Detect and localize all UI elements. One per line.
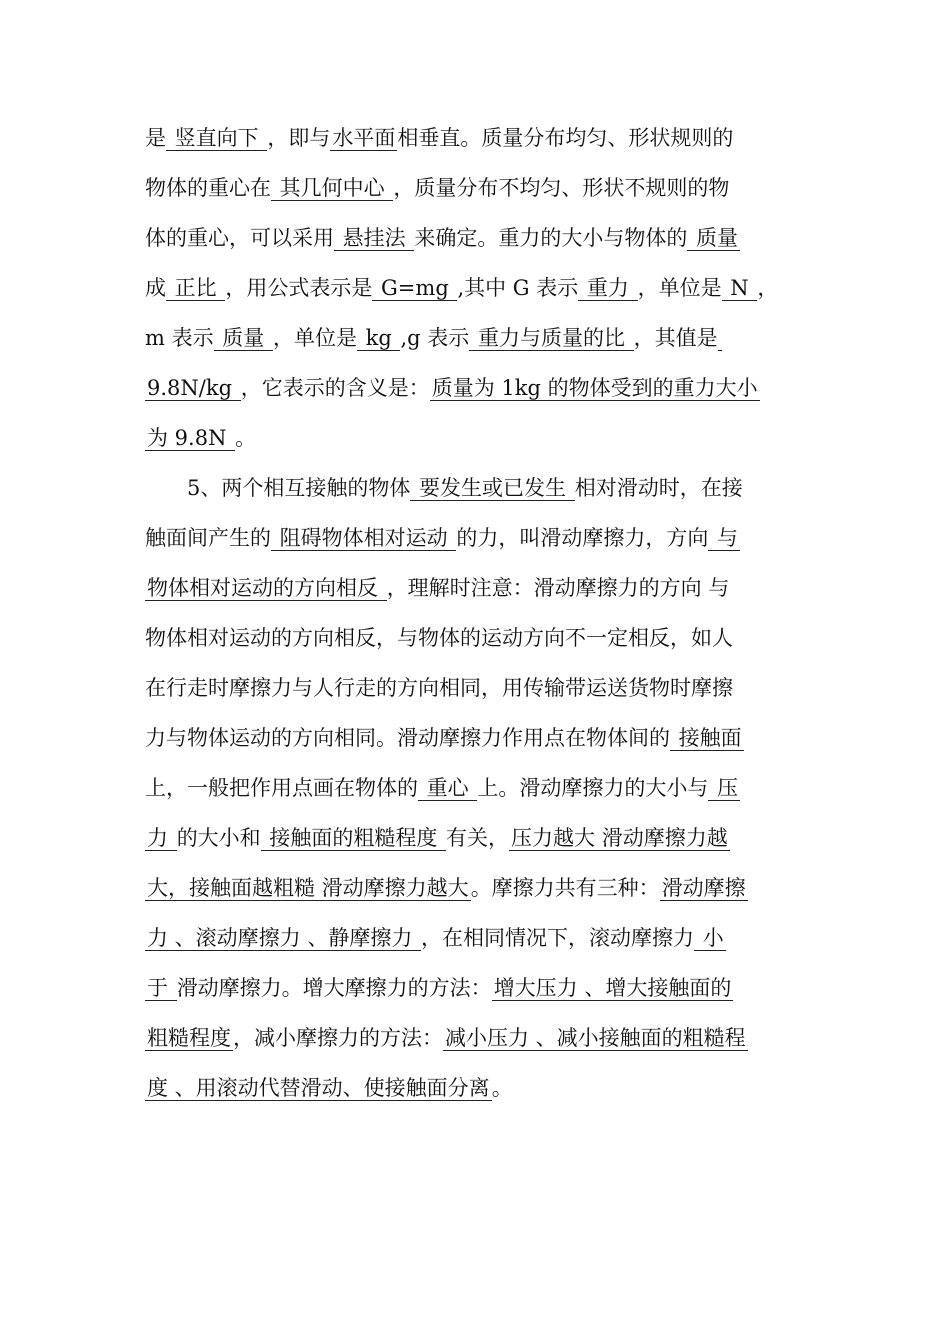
text-segment: 。 xyxy=(491,1076,513,1100)
text-segment: 物体的重心在 xyxy=(145,176,271,200)
blank-answer: 水平面 xyxy=(332,126,396,150)
blank-answer: 要发生或已发生 xyxy=(412,476,573,500)
text-segment: ，理解时注意：滑动摩擦力的方向 与 xyxy=(386,576,730,600)
text-segment: 相对滑动时，在接 xyxy=(574,476,743,500)
blank-answer: 为 9.8N xyxy=(147,426,234,450)
text-line xyxy=(145,868,748,908)
text-segment: ，其值是 xyxy=(633,326,718,350)
text-segment: 上，一般把作用点画在物体的 xyxy=(145,776,418,800)
blank-answer: 度 、用滚动代替滑动、使接触面分离 xyxy=(147,1076,490,1100)
text-segment: 是 xyxy=(145,126,166,150)
text-segment: ，单位是 xyxy=(637,276,722,300)
blank-answer: 重心 xyxy=(420,776,476,800)
blank-answer: 质量 xyxy=(215,326,271,350)
blank-answer: 压 xyxy=(710,776,739,800)
text-line xyxy=(145,1018,748,1058)
text-segment: ，在相同情况下，滚动摩擦力 xyxy=(421,926,695,950)
text-segment: ，用公式表示是 xyxy=(225,276,373,300)
blank-answer: 竖直向下 xyxy=(168,126,266,150)
blank-answer: 减小压力 、减小接触面的粗糙程 xyxy=(445,1026,746,1050)
text-segment: 5、两个相互接触的物体 xyxy=(145,476,411,500)
text-line xyxy=(145,968,733,1008)
text-line xyxy=(145,368,760,408)
text-segment: ,g 表示 xyxy=(400,326,470,350)
text-segment: ，质量分布不均匀、形状不规则的物 xyxy=(393,176,730,200)
text-segment: 来确定。重力的大小与物体的 xyxy=(414,226,688,250)
text-segment: 有关， xyxy=(446,826,510,850)
blank-answer: 小 xyxy=(696,926,724,950)
blank-answer: 9.8N/kg xyxy=(147,376,239,400)
text-segment: 成 xyxy=(145,276,166,300)
text-line xyxy=(145,268,778,308)
blank-answer: 粗糙程度 xyxy=(147,1026,231,1050)
text-line xyxy=(145,768,740,808)
text-segment: ,其中 G 表示 xyxy=(457,276,579,300)
blank-answer: kg xyxy=(358,326,399,350)
blank-answer: 质量为 1kg 的物体受到的重力大小 xyxy=(431,376,758,400)
blank-answer: 力 xyxy=(147,826,175,850)
text-segment: 在行走时摩擦力与人行走的方向相同，用传输带运送货物时摩擦 xyxy=(145,676,733,700)
blank-answer: 滑动摩擦 xyxy=(661,876,746,900)
text-segment: m 表示 xyxy=(145,326,214,350)
text-segment: 的力，叫滑动摩擦力，方向 xyxy=(456,526,709,550)
text-segment: 体的重心，可以采用 xyxy=(145,226,334,250)
text-segment: 上。滑动摩擦力的大小与 xyxy=(477,776,709,800)
blank-answer: G=mg xyxy=(374,276,456,300)
blank-answer: 重力 xyxy=(580,276,636,300)
blank-answer: 阻碍物体相对运动 xyxy=(273,526,455,550)
blank-answer: 重力与质量的比 xyxy=(471,326,632,350)
text-segment: ，减小摩擦力的方法： xyxy=(233,1026,443,1050)
text-segment: ，它表示的含义是： xyxy=(240,376,430,400)
blank-answer: 于 xyxy=(147,976,175,1000)
blank-answer: 悬挂法 xyxy=(336,226,413,250)
blank-answer: 大，接触面越粗糙 滑动摩擦力越大 xyxy=(147,876,469,900)
text-line xyxy=(145,918,726,958)
text-line xyxy=(145,118,733,158)
text-line xyxy=(145,818,730,858)
text-segment: ，即与 xyxy=(267,126,331,150)
text-segment: 力与物体运动的方向相同。滑动摩擦力作用点在物体间的 xyxy=(145,726,670,750)
text-segment: ，单位是 xyxy=(272,326,357,350)
text-segment: 相垂直。质量分布均匀、形状规则的 xyxy=(397,126,734,150)
text-line xyxy=(145,218,740,258)
blank-answer: 力 、滚动摩擦力 、静摩擦力 xyxy=(147,926,420,950)
text-line xyxy=(145,1068,513,1108)
blank-answer: 正比 xyxy=(168,276,224,300)
text-line xyxy=(145,418,256,458)
blank-answer: 增大压力 、增大接触面的 xyxy=(493,976,732,1000)
blank-answer xyxy=(718,326,722,351)
blank-answer: 其几何中心 xyxy=(273,176,392,200)
text-line xyxy=(145,568,729,608)
text-segment: 。 xyxy=(235,426,257,450)
text-segment: 物体相对运动的方向相反，与物体的运动方向不一定相反，如人 xyxy=(145,626,733,650)
blank-answer: 物体相对运动的方向相反 xyxy=(147,576,385,600)
text-line xyxy=(145,318,722,358)
text-segment: 。摩擦力共有三种： xyxy=(470,876,660,900)
text-segment: 滑动摩擦力。增大摩擦力的方法： xyxy=(176,976,492,1000)
blank-answer: 接触面的粗糙程度 xyxy=(262,826,445,850)
blank-answer: N xyxy=(723,276,756,300)
text-line xyxy=(145,718,744,758)
text-line xyxy=(145,168,729,208)
text-line xyxy=(145,518,740,558)
blank-answer: 压力越大 滑动摩擦力越 xyxy=(511,826,728,850)
text-line xyxy=(145,668,733,708)
text-line xyxy=(145,618,733,658)
text-segment: 触面间产生的 xyxy=(145,526,271,550)
text-segment: ， xyxy=(757,276,779,300)
text-segment: 的大小和 xyxy=(176,826,261,850)
blank-answer: 质量 xyxy=(689,226,739,250)
blank-answer: 与 xyxy=(710,526,739,550)
blank-answer: 接触面 xyxy=(672,726,742,750)
text-line xyxy=(145,468,743,508)
